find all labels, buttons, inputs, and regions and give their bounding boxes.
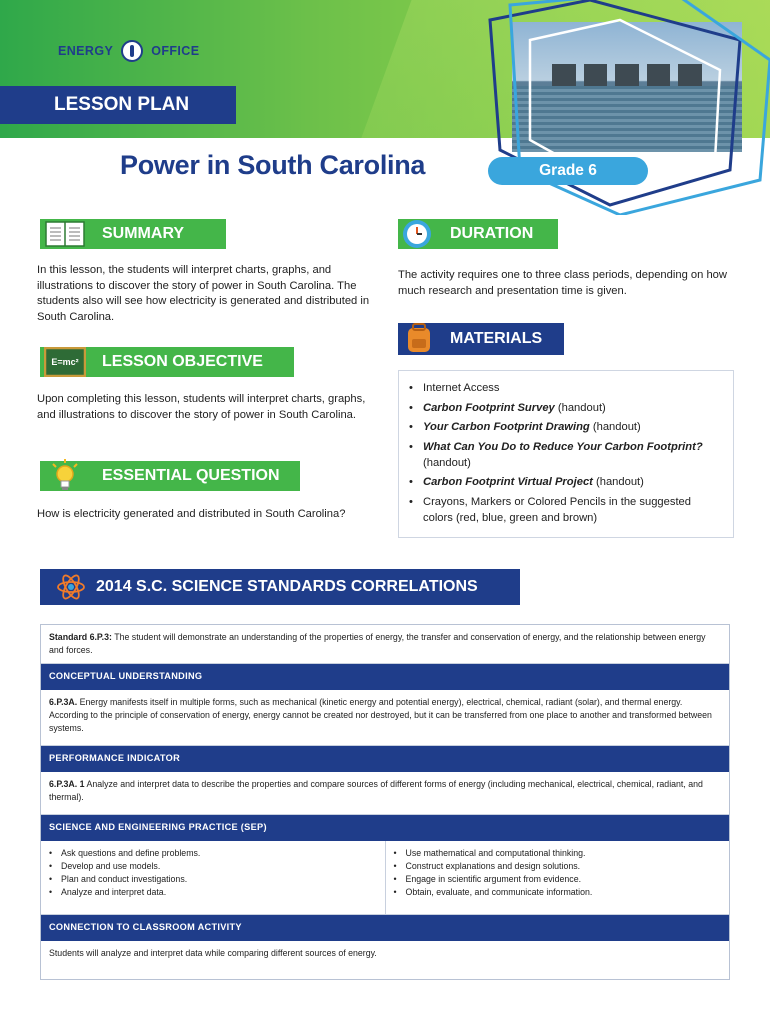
bullet: • bbox=[409, 421, 413, 434]
sep-item: • Ask questions and define problems. bbox=[49, 847, 377, 860]
materials-item-text bbox=[423, 494, 723, 526]
sep-item: • Construct explanations and design solutions. bbox=[394, 860, 722, 873]
summary-text: In this lesson, the students will interpret charts, graphs, and illustrations to discover the story of power in South Carolina. The students also will see how electricity is generated and distributed in South Carolina. bbox=[37, 264, 370, 323]
performance-indicator-header: PERFORMANCE INDICATOR bbox=[41, 746, 729, 772]
materials-item-note: (handout) bbox=[423, 456, 471, 469]
sep-row bbox=[41, 841, 729, 915]
materials-item bbox=[409, 380, 723, 396]
standards-heading-label: 2014 S.C. SCIENCE STANDARDS CORRELATIONS bbox=[96, 578, 478, 595]
sep-item: • Obtain, evaluate, and communicate information. bbox=[394, 886, 722, 899]
duration-heading bbox=[398, 219, 558, 249]
duration-text: The activity requires one to three class periods, depending on how much research and presentation time is given. bbox=[398, 269, 727, 297]
conceptual-text: Energy manifests itself in multiple forms, such as mechanical (kinetic energy and potential energy), electrical, chemical, radiant (solar), and thermal energy. According to the principle of conservation of energy, energy cannot be created nor destroyed, but it can be transferred from one place to another and transformed between systems. bbox=[49, 697, 712, 733]
atom-icon bbox=[46, 569, 96, 605]
connection-header: CONNECTION TO CLASSROOM ACTIVITY bbox=[41, 915, 729, 941]
materials-item-title: What Can You Do to Reduce Your Carbon Footprint? bbox=[423, 440, 703, 453]
materials-item bbox=[409, 494, 723, 526]
materials-item bbox=[409, 474, 723, 490]
lightbulb-icon bbox=[40, 458, 90, 494]
sep-item: • Develop and use models. bbox=[49, 860, 377, 873]
materials-item-note: (handout) bbox=[554, 401, 606, 414]
materials-item-text bbox=[423, 474, 644, 490]
conceptual-understanding-header: CONCEPTUAL UNDERSTANDING bbox=[41, 664, 729, 690]
bullet: • bbox=[409, 382, 413, 394]
materials-item-note: Internet Access bbox=[423, 382, 500, 394]
performance-row bbox=[41, 772, 729, 815]
chalkboard-icon bbox=[40, 344, 90, 380]
standard-row bbox=[41, 625, 729, 664]
summary-heading bbox=[40, 219, 226, 249]
logo-right-text: OFFICE bbox=[151, 44, 200, 58]
standard-text: The student will demonstrate an understanding of the properties of energy, the transfer and conservation of energy, and the relationship between energy and forces. bbox=[49, 632, 706, 655]
materials-item-title: Carbon Footprint Survey bbox=[423, 401, 555, 414]
sep-item: • Plan and conduct investigations. bbox=[49, 873, 377, 886]
chalkboard-formula: E=mc² bbox=[51, 357, 79, 367]
summary-heading-label: SUMMARY bbox=[102, 225, 185, 242]
energy-office-logo bbox=[58, 40, 199, 62]
palmetto-seal-icon bbox=[121, 40, 143, 62]
bullet: • bbox=[409, 495, 413, 508]
materials-heading bbox=[398, 323, 564, 355]
materials-item-text bbox=[423, 439, 723, 471]
materials-item bbox=[409, 419, 723, 435]
materials-item-text bbox=[423, 400, 606, 416]
materials-item-title: Carbon Footprint Virtual Project bbox=[423, 476, 593, 489]
lesson-plan-label: LESSON PLAN bbox=[40, 86, 236, 124]
performance-text: Analyze and interpret data to describe the properties and compare sources of different forms of energy (including mechanical, electrical, chemical, radiant, and thermal). bbox=[49, 779, 703, 802]
clock-icon bbox=[392, 216, 442, 252]
materials-item-note: (handout) bbox=[589, 421, 641, 434]
objective-heading-label: LESSON OBJECTIVE bbox=[102, 353, 263, 370]
standards-heading bbox=[40, 569, 520, 605]
duration-heading-label: DURATION bbox=[450, 225, 534, 242]
sep-left-list bbox=[41, 841, 385, 914]
materials-list bbox=[398, 370, 734, 538]
standard-label: Standard 6.P.3: bbox=[49, 632, 112, 642]
bullet: • bbox=[409, 476, 413, 489]
materials-heading-label: MATERIALS bbox=[450, 330, 543, 347]
conceptual-label: 6.P.3A. bbox=[49, 697, 78, 707]
standards-table bbox=[40, 624, 730, 980]
book-icon bbox=[40, 216, 90, 252]
essential-question-text: How is electricity generated and distributed in South Carolina? bbox=[37, 508, 346, 520]
essential-question-heading bbox=[40, 461, 300, 491]
backpack-icon bbox=[394, 320, 444, 356]
objective-text: Upon completing this lesson, students will interpret charts, graphs, and illustrations to discover the story of power in South Carolina. bbox=[37, 393, 366, 421]
page-title: Power in South Carolina bbox=[120, 150, 426, 180]
bullet: • bbox=[409, 401, 413, 414]
logo-left-text: ENERGY bbox=[58, 44, 114, 58]
sep-item: • Engage in scientific argument from evidence. bbox=[394, 873, 722, 886]
objective-heading bbox=[40, 347, 294, 377]
sep-right-list bbox=[385, 841, 730, 914]
sep-item: • Analyze and interpret data. bbox=[49, 886, 377, 899]
grade-badge: Grade 6 bbox=[488, 157, 648, 185]
performance-label: 6.P.3A. 1 bbox=[49, 779, 85, 789]
connection-text: Students will analyze and interpret data while comparing different sources of energy. bbox=[49, 948, 377, 958]
materials-item bbox=[409, 400, 723, 416]
connection-row bbox=[41, 941, 729, 966]
materials-item-note: Crayons, Markers or Colored Pencils in the suggested colors (red, blue, green and brown) bbox=[423, 495, 692, 524]
materials-item bbox=[409, 439, 723, 471]
materials-item-title: Your Carbon Footprint Drawing bbox=[423, 421, 590, 434]
materials-item-note: (handout) bbox=[592, 476, 644, 489]
sep-header: SCIENCE AND ENGINEERING PRACTICE (SEP) bbox=[41, 815, 729, 841]
sep-item: • Use mathematical and computational thinking. bbox=[394, 847, 722, 860]
materials-item-text bbox=[423, 419, 641, 435]
conceptual-row bbox=[41, 690, 729, 746]
essential-question-heading-label: ESSENTIAL QUESTION bbox=[102, 467, 280, 484]
bullet: • bbox=[409, 440, 413, 453]
materials-item-text bbox=[423, 380, 500, 396]
